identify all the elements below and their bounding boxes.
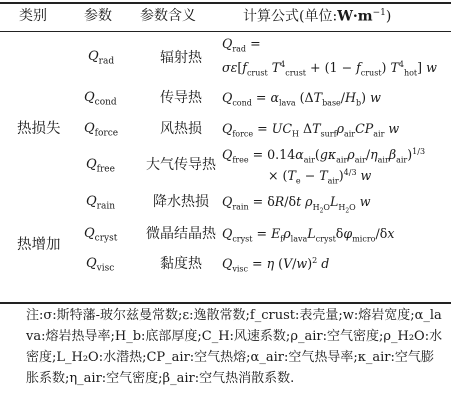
formula-cond: $Q_{cond} = \alpha_{lava}$ $(\Delta T_{base}/H_b)$ w — [222, 90, 381, 108]
header-meaning: 参数含义 — [140, 8, 196, 24]
formula-rad-line2: $\sigma\varepsilon[f_{crust}$ $T^4_{crust} + (1 - f_{crust})$ $T^4_{hot}$] w — [222, 60, 437, 78]
category-gain: 热增加 — [17, 237, 61, 253]
symbol-q-cryst: $Q_{cryst}$ — [84, 226, 118, 244]
symbol-q-rain: $Q_{rain}$ — [86, 194, 116, 212]
symbol-q-rad: $Q_{rad}$ — [88, 49, 115, 67]
header-param: 参数 — [84, 8, 112, 24]
formula-rad-line1: $Q_{rad}$ = — [222, 36, 261, 54]
meaning-rad: 辐射热 — [160, 50, 202, 66]
meaning-cryst: 微晶结晶热 — [146, 226, 216, 242]
symbol-q-visc: $Q_{visc}$ — [86, 256, 115, 274]
table-footnote: 注:σ:斯特藩-玻尔兹曼常数;ε:逸散常数;f_crust:表壳量;w:熔岩宽度;α_lava:熔岩热导率;H_b:底部厚度;C_H:风速系数;ρ_air:空气密度;ρ_H₂O:水密度;L_H₂O:水潜热;CP_air:空气热熔;α_air:空气热导率;κ_air:空气膨胀系数;η_air:空气密度;β_air:空气热消散系数. — [26, 308, 443, 386]
meaning-rain: 降水热损 — [153, 194, 209, 210]
header-rule — [0, 31, 451, 32]
formula-force: $Q_{force} = UC_H$ $\Delta T_{surf}\rho_{air}CP_{air}$ w — [222, 121, 400, 139]
top-rule — [0, 2, 451, 4]
symbol-q-free: $Q_{free}$ — [86, 157, 115, 175]
category-loss: 热损失 — [17, 121, 61, 137]
header-formula: 计算公式(单位$:W\cdot m^{-1}$) — [243, 8, 392, 25]
symbol-q-force: $Q_{force}$ — [84, 121, 119, 139]
formula-free-line2: × $(T_e - T_{air})^{4/3}$ w — [268, 168, 372, 186]
symbol-q-cond: $Q_{cond}$ — [84, 90, 117, 108]
meaning-force: 风热损 — [160, 121, 202, 137]
header-category: 类别 — [19, 8, 47, 24]
bottom-rule — [0, 302, 451, 304]
formula-cryst: $Q_{cryst} = E_f\rho_{lava}L_{cryst}\delta\varphi_{micro}/\delta x$ — [222, 226, 395, 244]
meaning-visc: 黏度热 — [160, 256, 202, 272]
formula-free-line1: $Q_{free} = 0.14\alpha_{air}(g\kappa_{air}\rho_{air}/\eta_{air}\beta_{air})^{1/3}$ — [222, 147, 426, 165]
formula-visc: $Q_{visc} = \eta$ $(V/w)^2$ d — [222, 256, 330, 274]
meaning-free: 大气传导热 — [146, 157, 216, 173]
formula-rain: $Q_{rain} = \delta R/\delta t$ $\rho_{H_2O}L_{H_2O}$ w — [222, 194, 371, 215]
meaning-cond: 传导热 — [160, 90, 202, 106]
